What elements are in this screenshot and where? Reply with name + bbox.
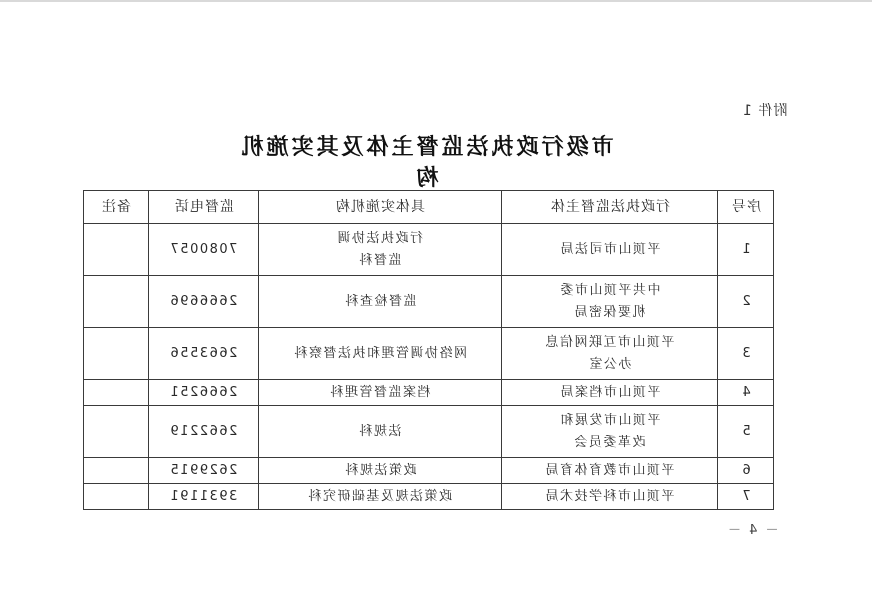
header-phone: 监督电话: [149, 191, 259, 224]
cell-implementing: 行政执法协调 监督科: [259, 224, 502, 276]
cell-implementing: 监督检查科: [259, 276, 502, 328]
cell-implementing: 政策法规及基础研究科: [259, 484, 502, 510]
table-header-row: [84, 191, 774, 224]
cell-no: 7: [718, 484, 774, 510]
header-subject: 行政执法监督主体: [502, 191, 718, 224]
table-row: [84, 276, 774, 328]
cell-no: 2: [718, 276, 774, 328]
supervision-table: [83, 190, 774, 510]
cell-subject: 平顶山市互联网信息 办公室: [502, 328, 718, 380]
cell-implementing: 档案监督管理科: [259, 380, 502, 406]
table-row: [84, 406, 774, 458]
table-row: [84, 380, 774, 406]
cell-phone: 2662219: [149, 406, 259, 458]
header-no: 序号: [718, 191, 774, 224]
cell-subject: 平顶山市司法局: [502, 224, 718, 276]
cell-phone: 2666696: [149, 276, 259, 328]
cell-note: [84, 406, 149, 458]
cell-no: 1: [718, 224, 774, 276]
cell-phone: 3931191: [149, 484, 259, 510]
cell-subject: 平顶山市科学技术局: [502, 484, 718, 510]
cell-note: [84, 484, 149, 510]
header-note: 备注: [84, 191, 149, 224]
annex-label: 附件 1: [742, 103, 788, 119]
header-implementing: 具体实施机构: [259, 191, 502, 224]
cell-phone: 2663556: [149, 328, 259, 380]
cell-subject: 平顶山市档案局: [502, 380, 718, 406]
cell-implementing: 法规科: [259, 406, 502, 458]
cell-no: 4: [718, 380, 774, 406]
cell-implementing: 网络协调管理和执法督察科: [259, 328, 502, 380]
cell-no: 5: [718, 406, 774, 458]
cell-phone: 7080057: [149, 224, 259, 276]
cell-note: [84, 276, 149, 328]
cell-phone: 2629915: [149, 458, 259, 484]
cell-no: 3: [718, 328, 774, 380]
cell-note: [84, 224, 149, 276]
cell-implementing: 政策法规科: [259, 458, 502, 484]
cell-subject: 平顶山市教育体育局: [502, 458, 718, 484]
cell-subject: 平顶山市发展和 改革委员会: [502, 406, 718, 458]
document-title: 市级行政执法监督主体及其实施机构: [238, 135, 614, 191]
cell-note: [84, 328, 149, 380]
table-row: [84, 224, 774, 276]
table-row: [84, 328, 774, 380]
cell-note: [84, 380, 149, 406]
table-row: [84, 484, 774, 510]
page-number: － 4 －: [726, 523, 779, 538]
table-row: [84, 458, 774, 484]
cell-no: 6: [718, 458, 774, 484]
cell-subject: 中共平顶山市委 机要保密局: [502, 276, 718, 328]
cell-phone: 2666251: [149, 380, 259, 406]
cell-note: [84, 458, 149, 484]
